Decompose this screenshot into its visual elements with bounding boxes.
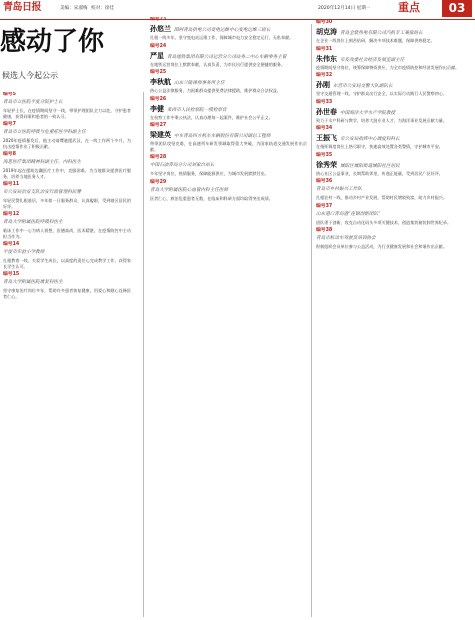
candidate-entry: [316, 179, 473, 201]
candidate-number: 编号25: [150, 70, 167, 75]
column-divider: [311, 24, 312, 617]
candidate-heading: [150, 130, 307, 140]
editor-credit: 美编：宋淑梅: [60, 6, 88, 11]
candidate-number: 编号23: [150, 17, 167, 22]
candidate-description: 扎根教育一线，关爱学生成长，以高度的责任心完成教学工作，获得家长学生认可。: [3, 258, 131, 269]
candidate-heading: [150, 51, 307, 61]
candidate-description: 坚守交通管理一线，守护群众出行安全，以实际行动践行人民警察初心。: [316, 91, 447, 96]
candidate-number: 编号24: [150, 43, 167, 49]
candidate-description: 带领团队攻坚克难，在高速列车研发领域取得重大突破，为国家轨道交通发展作出贡献。: [150, 141, 307, 152]
candidate-description: 坚守康复治疗岗位多年，帮助许多患者恢复健康，用爱心和耐心诠释医者仁心。: [3, 288, 131, 299]
candidate-number: 编号36: [316, 179, 333, 184]
candidate-heading: [3, 279, 131, 287]
candidate-entry: [150, 123, 307, 152]
candidate-affiliation: 青岛市立医院平度分院护士长: [3, 100, 63, 105]
candidate-number: 编号14: [3, 242, 20, 247]
candidate-description: 年轻民警扎根基层，多年如一日服务群众，认真履职，受到辖区居民的好评。: [3, 198, 131, 209]
candidate-affiliation: 中国海洋大学水产学院教授: [340, 110, 396, 116]
candidate-entry: [316, 228, 473, 250]
candidate-entry: [316, 100, 473, 124]
candidate-number: 编号32: [316, 73, 333, 78]
candidate-affiliation: 国网青岛供电公司变电运维中心变电运维三班长: [174, 28, 271, 33]
candidate-affiliation: 中国石油青岛分公司刘家台站长: [150, 163, 215, 168]
candidate-affiliation: 青岛市立医院呼吸与危重症医学科副主任: [3, 130, 86, 135]
candidate-entry: [316, 73, 473, 97]
candidate-description: 在地铁运营岗位上默默奉献，认真负责，为市民出行提供安全便捷的服务。: [150, 61, 286, 67]
candidate-description: 2019年起在援助边疆医疗工作中，克服困难，为当地群众提供医疗服务，培养当地医务人才。: [3, 168, 131, 179]
candidate-affiliation: 青岛地铁集团有限公司运营分公司站务二中心车辆事务主管: [167, 54, 287, 60]
candidate-heading: [3, 99, 131, 107]
candidate-affiliation: 莱西市人民检察院一级检察官: [167, 107, 227, 113]
candidate-entry: [316, 204, 473, 226]
candidate-number: 编号30: [316, 20, 333, 25]
candidate-name: 梁建英: [150, 130, 171, 139]
candidate-name: 孙刚: [316, 80, 330, 89]
candidate-heading: [316, 27, 473, 37]
candidate-affiliation: 青岛大学附属医院康复科医生: [3, 280, 63, 285]
candidate-entry: [3, 272, 131, 299]
candidate-name: 孙悠兰: [150, 24, 171, 33]
candidate-name: 李健: [150, 103, 164, 113]
candidate-number: 编号27: [150, 123, 167, 128]
candidate-affiliation: 山东兰陵律师事务所主任: [174, 81, 225, 86]
candidate-number: 编号11: [3, 182, 20, 187]
candidate-number: 编号35: [316, 152, 333, 158]
candidate-entry: [150, 70, 307, 94]
candidate-affiliation: 山东港口青岛港“连钢创新团队”: [316, 211, 381, 217]
candidate-entry: [150, 97, 307, 121]
candidate-entry: [3, 92, 131, 119]
candidate-entry: [150, 180, 307, 202]
column-divider: [143, 92, 144, 617]
candidate-description: 在检察工作中秉公执法，认真办理每一起案件，维护社会公平正义。: [150, 114, 273, 120]
candidate-name: 王振飞: [316, 133, 337, 142]
column-middle: [150, 17, 307, 617]
candidate-description: 扎根一线多年，坚守变电站运维工作，保障城市电力安全稳定运行，无私奉献。: [150, 35, 294, 40]
candidate-description: 多年坚守岗位，热情服务，保障能源供应，为城市发展默默付出。: [150, 171, 269, 176]
candidate-entry: [3, 182, 131, 209]
candidate-description: 在指挥调度岗位上恪尽职守，快速高效处置各类警情，守护城市平安。: [316, 144, 443, 149]
candidate-description: 疫情期间坚守岗位，统筹保障物资供应，为全市疫情防控和经济发展作出贡献。: [316, 64, 460, 70]
candidate-entry: [316, 47, 473, 71]
candidate-entry: [316, 153, 473, 177]
candidate-description: 临床工作中一心为病人着想，医德高尚，医术精湛，在疫情防控中主动担当作为。: [3, 228, 131, 239]
candidate-heading: [150, 162, 307, 170]
candidate-heading: [3, 129, 131, 137]
candidate-affiliation: 青岛全装热电有限公司汽机专工兼值班长: [340, 31, 423, 36]
candidate-description: 扎根农村一线，推动乡村产业发展，帮助村民增收致富，助力乡村振兴。: [316, 195, 447, 200]
candidate-name: 孙世春: [316, 106, 337, 116]
page-number: 03: [442, 0, 472, 17]
candidate-number: 编号37: [316, 203, 333, 209]
candidate-number: 编号29: [150, 179, 167, 185]
candidate-entry: [316, 20, 473, 44]
candidate-entry: [150, 155, 307, 177]
candidate-heading: [316, 107, 473, 117]
candidate-entry: [150, 44, 307, 68]
candidate-heading: [316, 186, 473, 194]
edition-credits: [60, 5, 116, 12]
candidate-affiliation: 海思医疗集团精神科副主任、内科医生: [3, 160, 82, 165]
candidate-entry: [3, 242, 131, 269]
candidate-affiliation: 市发改委社会经济发展室副主任: [340, 57, 405, 63]
candidate-number: 编号5: [3, 92, 16, 97]
candidate-heading: [316, 133, 473, 143]
column-left: [3, 92, 131, 617]
candidate-description: 团队勇于创新，攻克自动化码头多项关键技术，创造集装箱装卸世界纪录。: [316, 219, 452, 225]
candidate-number: 编号26: [150, 96, 167, 102]
candidate-description: 2020年疫情暴发后，他主动请缨驰援武汉，在一线工作两个多月，为抗击疫情作出了积极贡献。: [3, 138, 131, 149]
candidate-affiliation: 市公安局治安支队治安行政管理科民警: [3, 190, 82, 195]
candidate-heading: [3, 249, 131, 257]
candidate-name: 严星: [150, 50, 164, 60]
candidate-affiliation: 青岛市机动车驾驶员培训协会: [316, 236, 376, 241]
candidate-affiliation: 青岛大学附属医院心血管内科主任医师: [150, 187, 229, 193]
headline: 感动了你: [0, 27, 105, 57]
candidate-heading: [150, 77, 307, 87]
candidate-number: 编号33: [316, 99, 333, 105]
subheadline: 候选人今起公示: [2, 71, 58, 80]
candidate-heading: [316, 211, 473, 219]
candidate-description: 积极组织会员单位参与公益活动，为行业健康发展和社会和谐作出贡献。: [316, 244, 447, 249]
candidate-number: 编号34: [316, 126, 333, 131]
candidate-name: 李秋航: [150, 77, 171, 86]
candidate-description: 热心公益法律服务，为困难群众提供免费法律援助，维护群众合法权益。: [150, 88, 281, 93]
candidate-description: 致力于水产科研与教学，培养大批专业人才，为海洋事业发展贡献力量。: [316, 117, 447, 123]
candidate-description: 年轻护士长，在疫情期间坚守一线，带领护理团队全力以赴，守护患者健康，获得同事和患者的一致认可。: [3, 108, 131, 119]
candidate-description: 医者仁心，救治危重患者无数，在临床和科研方面均取得突出成绩。: [150, 195, 273, 201]
candidate-heading: [316, 235, 473, 243]
candidate-heading: [150, 187, 307, 195]
candidate-description: 热心社区公益事业，长期帮助邻里，传递正能量，受到居民广泛好评。: [316, 170, 443, 176]
candidate-number: 编号8: [3, 152, 16, 157]
issue-date: 2020年12月14日 星期一: [318, 6, 371, 11]
candidate-number: 编号31: [316, 46, 333, 52]
candidate-affiliation: 中车青岛四方机车车辆股份有限公司副总工程师: [174, 134, 271, 139]
candidate-entry: [150, 17, 307, 41]
candidate-entry: [3, 122, 131, 149]
candidate-affiliation: 东营市公安局交警大队副队长: [333, 84, 393, 89]
candidate-number: 编号7: [3, 122, 16, 127]
proof-credit: 校对：徐佳: [91, 6, 115, 11]
candidate-affiliation: 城阳区城阳街道城阳社区居民: [340, 163, 400, 169]
candidate-name: 徐秀荣: [316, 159, 337, 169]
candidate-description: 在企业一线岗位上刻苦钻研，解决多项技术难题，保障供热稳定。: [316, 38, 435, 43]
candidate-heading: [150, 104, 307, 114]
candidate-heading: [3, 219, 131, 227]
candidate-entry: [316, 126, 473, 150]
candidate-name: 朱伟东: [316, 53, 337, 63]
candidate-heading: [316, 54, 473, 64]
candidate-affiliation: 青岛大学附属医院呼吸科医生: [3, 220, 63, 225]
candidate-number: 编号12: [3, 212, 20, 217]
candidate-number: 编号38: [316, 228, 333, 233]
candidate-entry: [3, 212, 131, 239]
candidate-affiliation: 平度市实验小学教师: [3, 250, 45, 255]
candidate-heading: [316, 160, 473, 170]
candidate-affiliation: 青岛市乡村振兴工作队: [316, 187, 362, 192]
candidate-affiliation: 市公安局指挥中心调度科科长: [340, 137, 400, 142]
candidate-name: 胡克涛: [316, 27, 337, 36]
newspaper-logo: 青岛日报: [3, 2, 41, 13]
section-title: 重点: [398, 1, 420, 14]
candidate-heading: [3, 159, 131, 167]
candidate-number: 编号28: [150, 155, 167, 160]
candidate-entry: [3, 152, 131, 179]
candidate-heading: [316, 80, 473, 90]
candidate-heading: [150, 24, 307, 34]
candidate-heading: [3, 189, 131, 197]
candidate-number: 编号15: [3, 272, 20, 277]
column-right: [316, 20, 473, 617]
